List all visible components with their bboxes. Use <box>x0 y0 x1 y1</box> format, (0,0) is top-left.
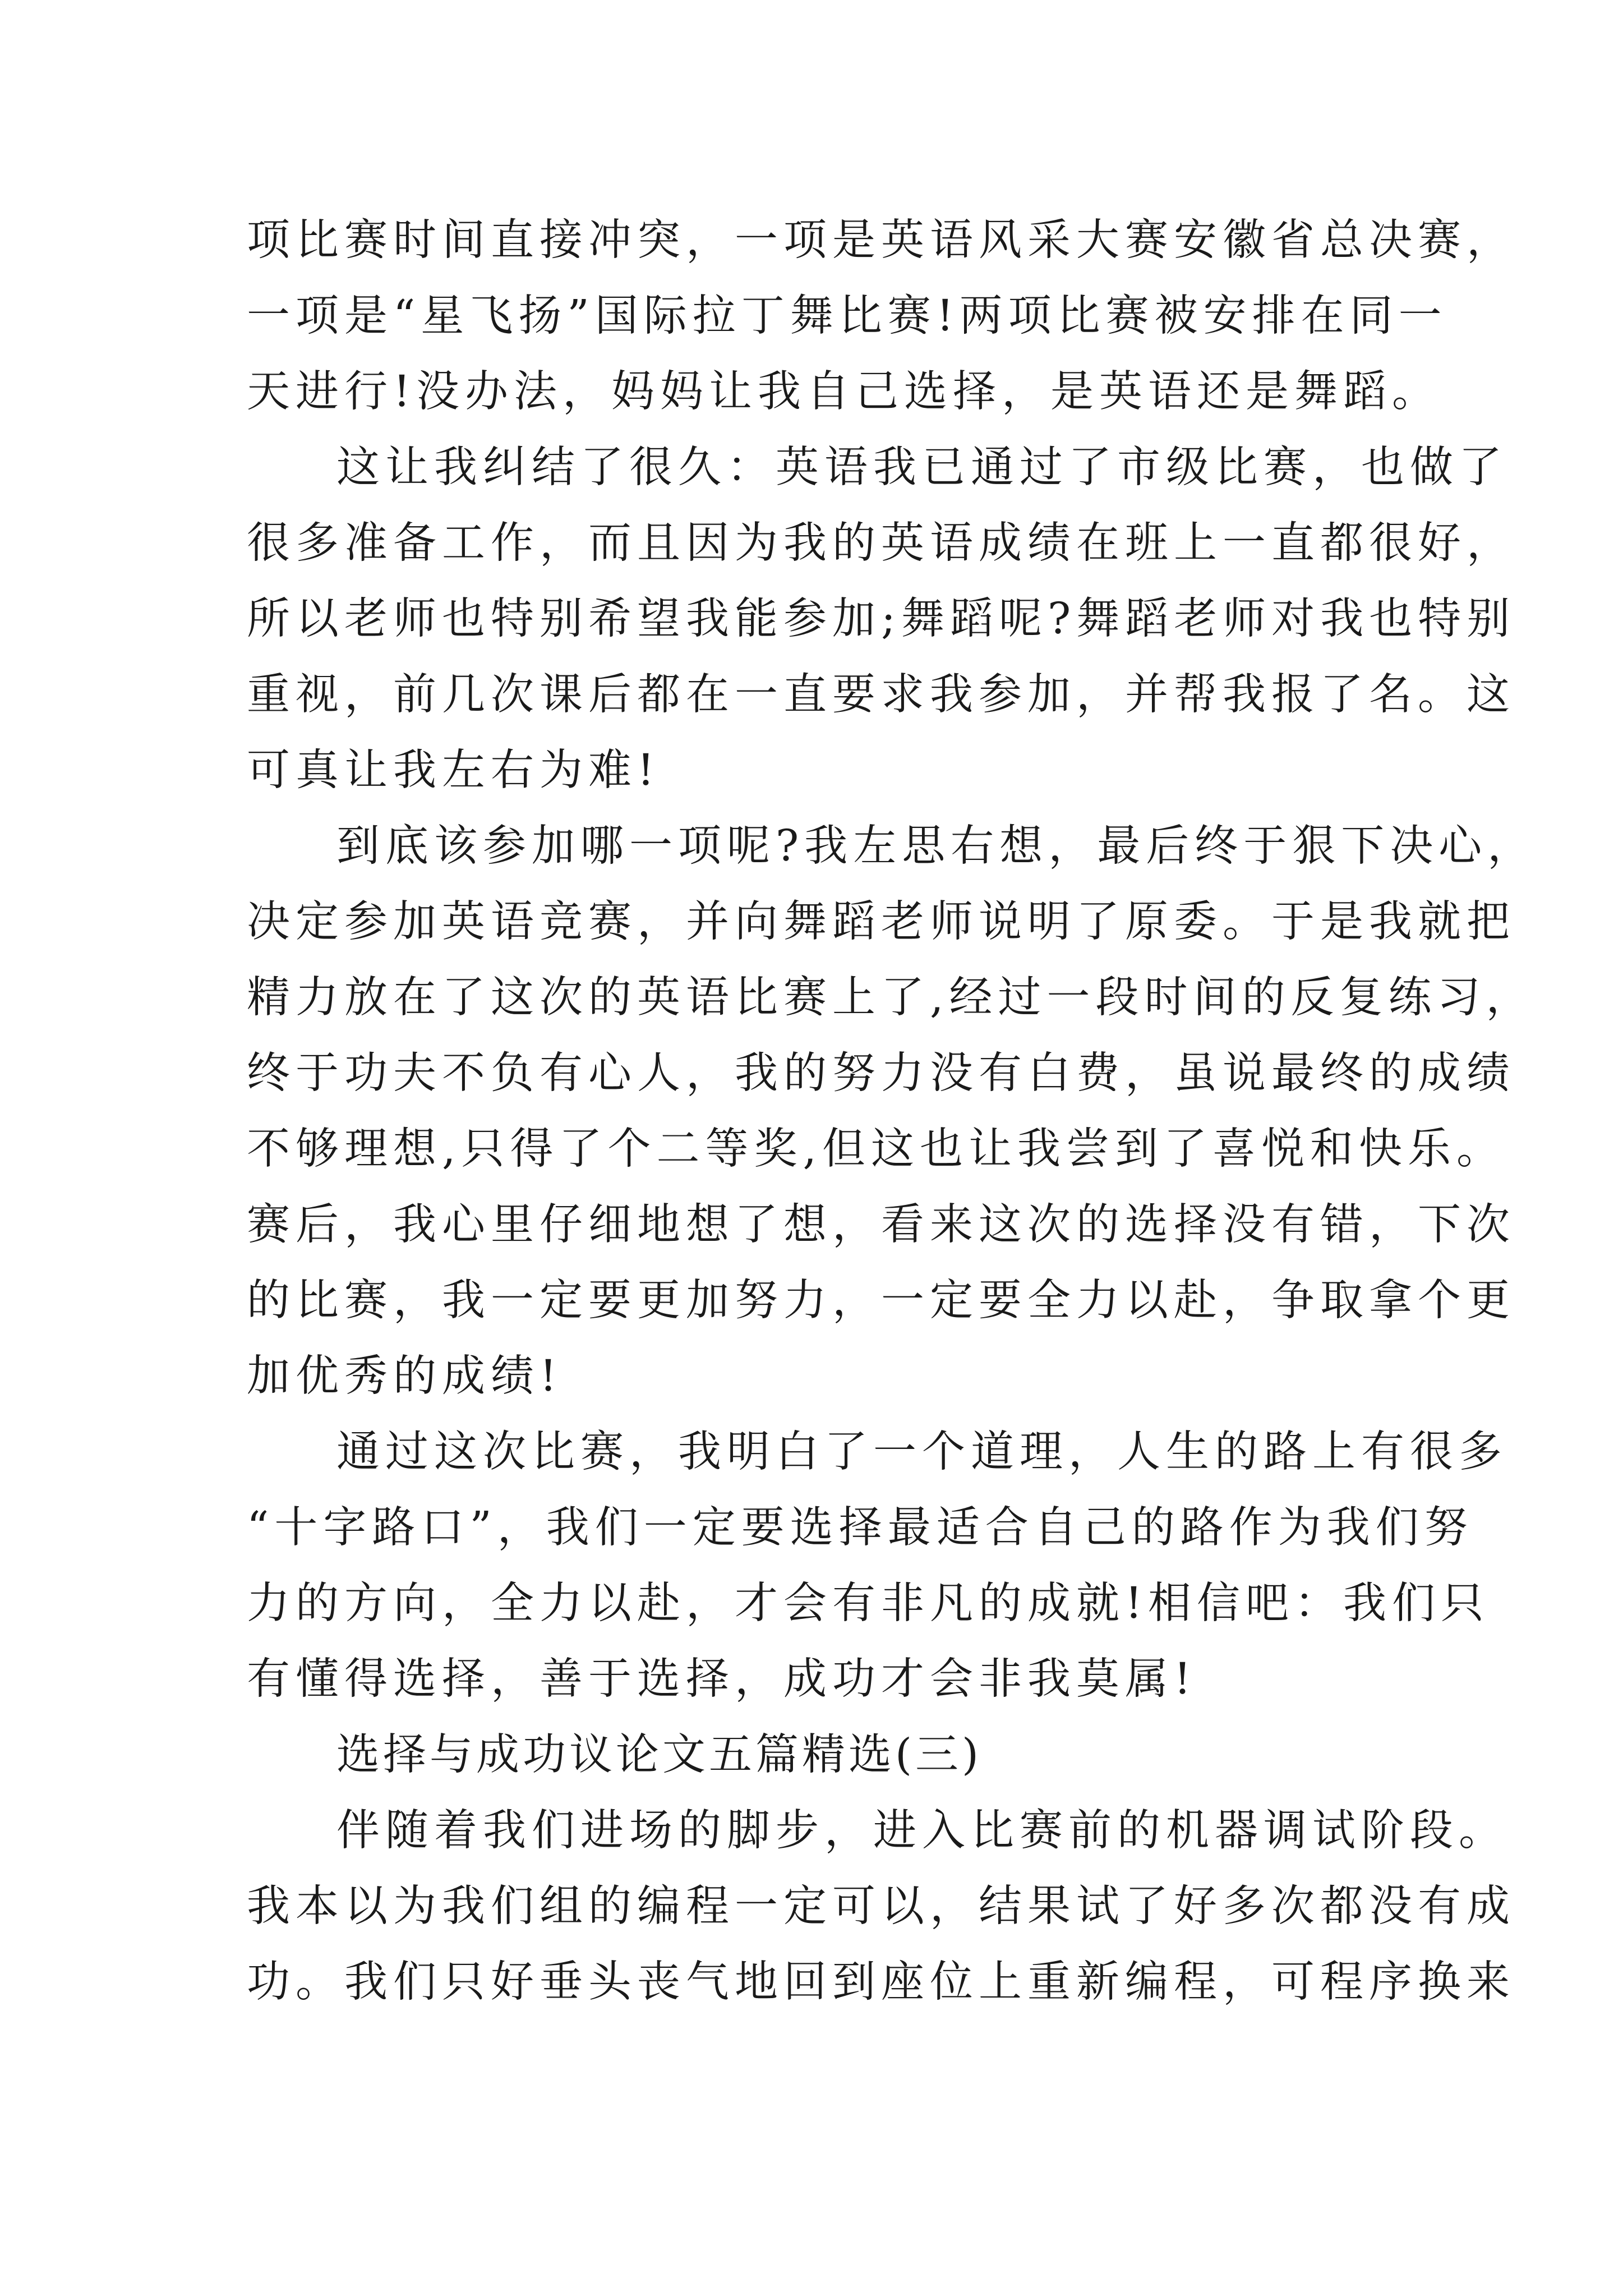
text-line: 加优秀的成绩! <box>247 1351 562 1401</box>
text-line: 精力放在了这次的英语比赛上了,经过一段时间的反复练习， <box>247 973 1535 1023</box>
text-line: 我本以为我们组的编程一定可以，结果试了好多次都没有成 <box>247 1881 1515 1931</box>
text-line: 一项是“星飞扬”国际拉丁舞比赛!两项比赛被安排在同一 <box>247 291 1447 341</box>
text-line: 力的方向，全力以赴，才会有非凡的成就!相信吧：我们只 <box>247 1579 1490 1628</box>
text-line: 所以老师也特别希望我能参加;舞蹈呢?舞蹈老师对我也特别 <box>247 594 1516 644</box>
paragraph-first-line: 通过这次比赛，我明白了一个道理，人生的路上有很多 <box>336 1427 1507 1477</box>
text-line: 项比赛时间直接冲突，一项是英语风采大赛安徽省总决赛， <box>247 215 1515 265</box>
text-line: 可真让我左右为难! <box>247 746 660 795</box>
paragraph-first-line: 这让我纠结了很久：英语我已通过了市级比赛，也做了 <box>336 443 1507 493</box>
paragraph-first-line: 伴随着我们进场的脚步，进入比赛前的机器调试阶段。 <box>336 1806 1507 1856</box>
text-line: 不够理想,只得了个二等奖,但这也让我尝到了喜悦和快乐。 <box>247 1124 1505 1174</box>
text-line: 功。我们只好垂头丧气地回到座位上重新编程，可程序换来 <box>247 1957 1515 2007</box>
section-heading: 选择与成功议论文五篇精选(三) <box>336 1730 983 1780</box>
text-line: 很多准备工作，而且因为我的英语成绩在班上一直都很好， <box>247 518 1515 568</box>
text-line: 天进行!没办法，妈妈让我自己选择，是英语还是舞蹈。 <box>247 367 1441 417</box>
text-line: 决定参加英语竞赛，并向舞蹈老师说明了原委。于是我就把 <box>247 897 1515 947</box>
text-line: 的比赛，我一定要更加努力，一定要全力以赴，争取拿个更 <box>247 1276 1515 1326</box>
text-line: “十字路口”，我们一定要选择最适合自己的路作为我们努 <box>247 1503 1473 1553</box>
paragraph-first-line: 到底该参加哪一项呢?我左思右想，最后终于狠下决心， <box>336 821 1537 871</box>
text-line: 重视，前几次课后都在一直要求我参加，并帮我报了名。这 <box>247 670 1515 720</box>
text-line: 赛后，我心里仔细地想了想，看来这次的选择没有错，下次 <box>247 1200 1515 1250</box>
text-line: 终于功夫不负有心人，我的努力没有白费，虽说最终的成绩 <box>247 1048 1515 1098</box>
text-line: 有懂得选择，善于选择，成功才会非我莫属! <box>247 1654 1197 1704</box>
